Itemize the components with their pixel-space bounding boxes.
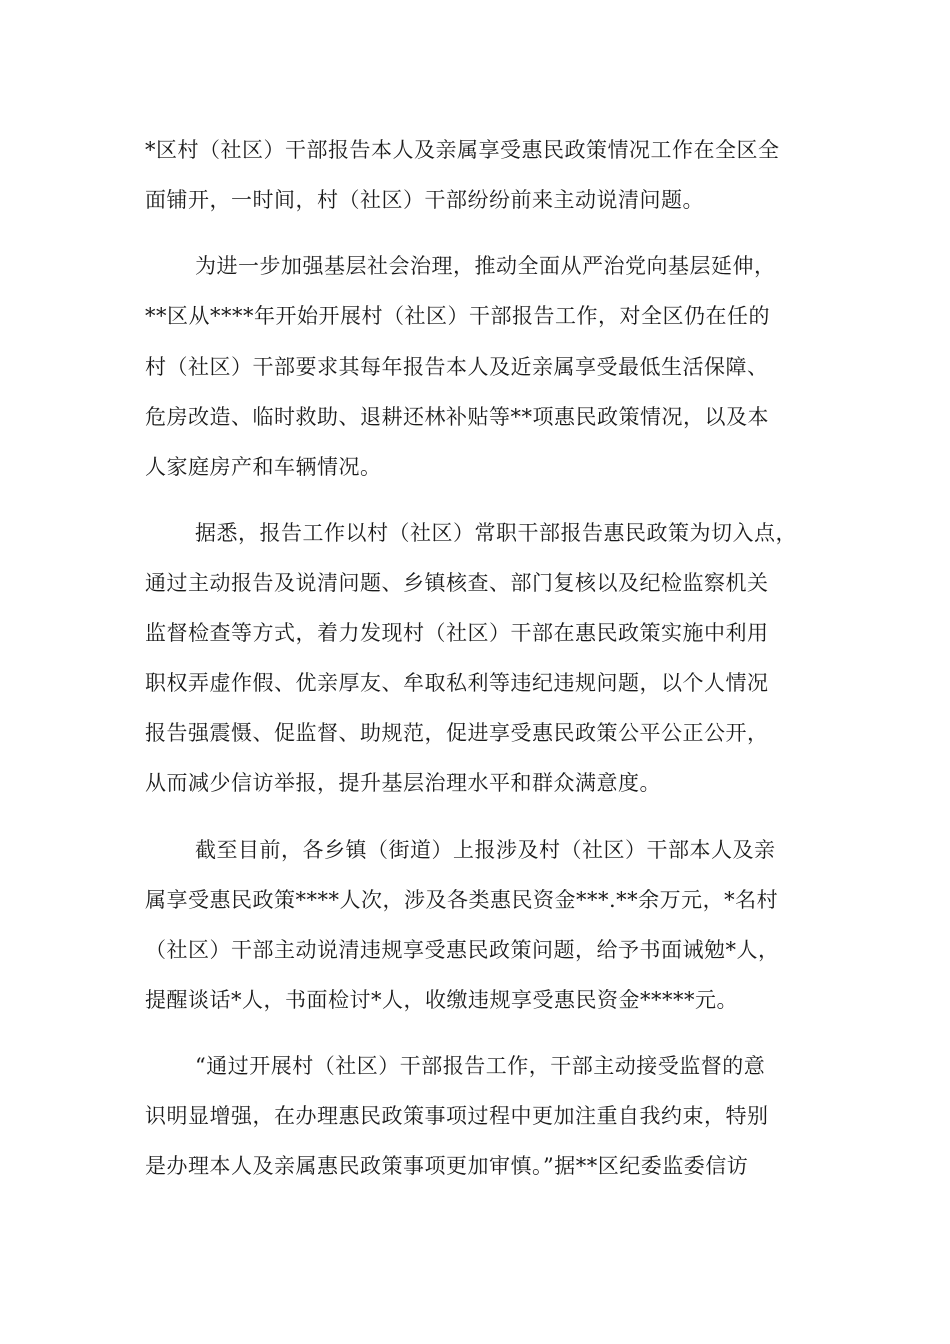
- text-line: “通过开展村（社区）干部报告工作，干部主动接受监督的意: [195, 1054, 766, 1078]
- text-line: 据悉，报告工作以村（社区）常职干部报告惠民政策为切入点，: [195, 521, 797, 545]
- text-line: 识明显增强，在办理惠民政策事项过程中更加注重自我约束，特别: [145, 1104, 769, 1128]
- text-line: 截至目前，各乡镇（街道）上报涉及村（社区）干部本人及亲: [195, 838, 776, 862]
- text-line: 监督检查等方式，着力发现村（社区）干部在惠民政策实施中利用: [145, 621, 769, 645]
- text-line: 是办理本人及亲属惠民政策事项更加审慎。”据**区纪委监委信访: [145, 1154, 749, 1178]
- text-line: 从而减少信访举报，提升基层治理水平和群众满意度。: [145, 771, 661, 795]
- text-line: 面铺开，一时间，村（社区）干部纷纷前来主动说清问题。: [145, 188, 704, 212]
- text-line: 通过主动报告及说清问题、乡镇核查、部门复核以及纪检监察机关: [145, 571, 769, 595]
- text-line: 危房改造、临时救助、退耕还林补贴等**项惠民政策情况，以及本: [145, 405, 769, 429]
- text-line: **区从****年开始开展村（社区）干部报告工作，对全区仍在任的: [145, 304, 770, 328]
- text-line: 村（社区）干部要求其每年报告本人及近亲属享受最低生活保障、: [145, 355, 769, 379]
- text-line: *区村（社区）干部报告本人及亲属享受惠民政策情况工作在全区全: [145, 138, 780, 162]
- text-line: 职权弄虚作假、优亲厚友、牟取私利等违纪违规问题，以个人情况: [145, 671, 769, 695]
- text-line: 报告强震慑、促监督、助规范，促进享受惠民政策公平公正公开，: [145, 721, 769, 745]
- text-line: 为进一步加强基层社会治理，推动全面从严治党向基层延伸，: [195, 254, 776, 278]
- text-line: （社区）干部主动说清违规享受惠民政策问题，给予书面诫勉*人，: [145, 938, 780, 962]
- text-line: 提醒谈话*人，书面检讨*人，收缴违规享受惠民资金*****元。: [145, 988, 738, 1012]
- text-line: 人家庭房产和车辆情况。: [145, 455, 382, 479]
- text-line: 属享受惠民政策****人次，涉及各类惠民资金***.**余万元，*名村: [145, 888, 779, 912]
